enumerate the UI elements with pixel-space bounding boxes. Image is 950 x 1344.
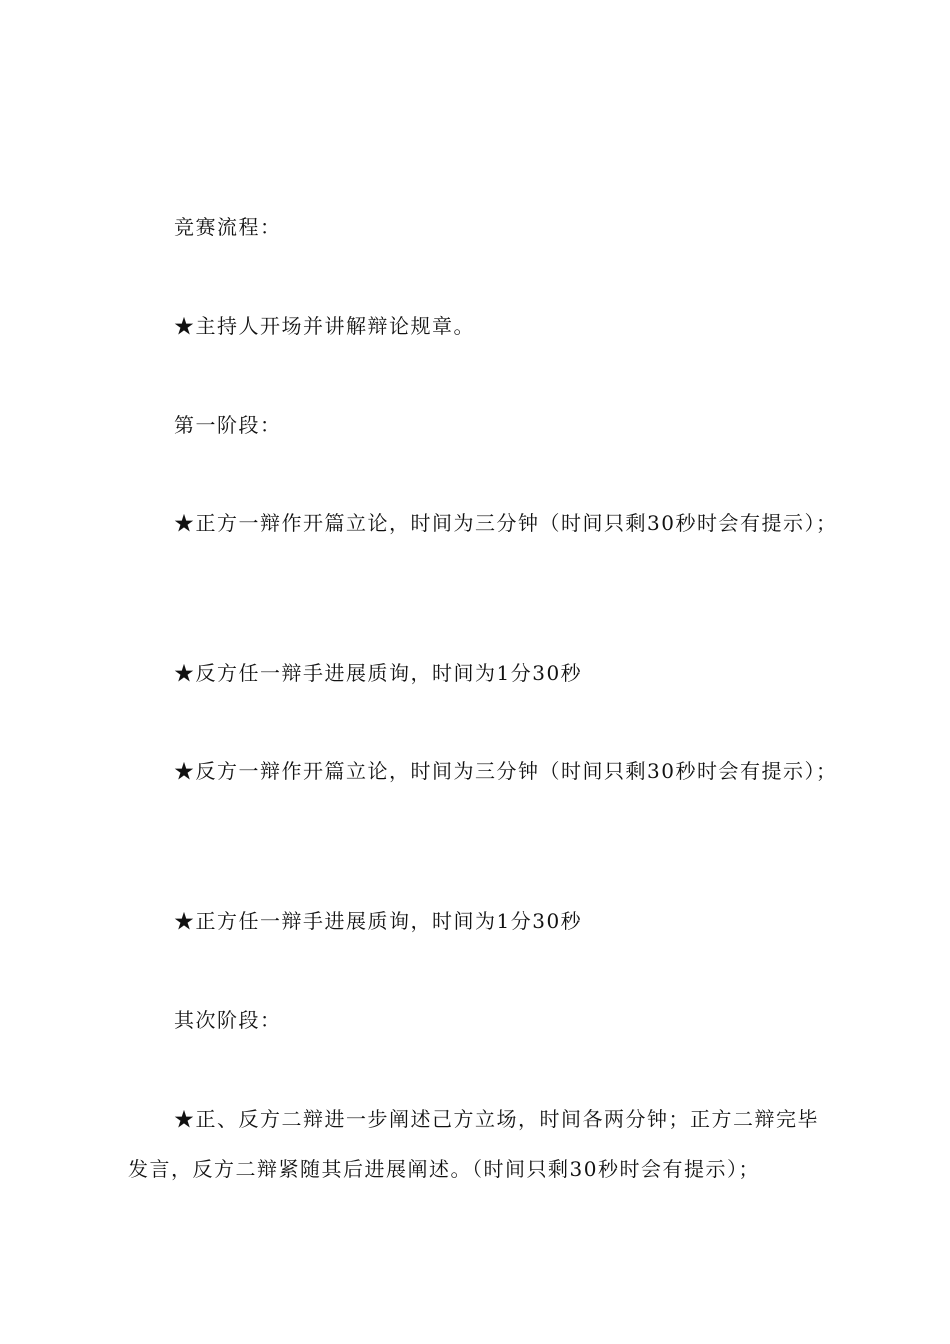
section-heading-stage-one: 第一阶段：	[174, 413, 282, 437]
paragraph-affirmative-cross-exam: ★正方任一辩手进展质询，时间为1分30秒	[174, 909, 583, 933]
paragraph-negative-first-speech: ★反方一辩作开篇立论，时间为三分钟（时间只剩30秒时会有提示）；	[174, 759, 838, 783]
paragraph-second-speakers: ★正、反方二辩进一步阐述己方立场，时间各两分钟；正方二辩完毕发言，反方二辩紧随其后进展阐述。（时间只剩30秒时会有提示）；	[128, 1107, 819, 1181]
section-heading-stage-two: 其次阶段：	[174, 1008, 282, 1032]
paragraph-negative-cross-exam: ★反方任一辩手进展质询，时间为1分30秒	[174, 661, 583, 685]
paragraph-host-opening: ★主持人开场并讲解辩论规章。	[174, 314, 475, 338]
paragraph-affirmative-first-speech: ★正方一辩作开篇立论，时间为三分钟（时间只剩30秒时会有提示）；	[174, 511, 838, 535]
section-heading-process: 竞赛流程：	[174, 215, 282, 239]
